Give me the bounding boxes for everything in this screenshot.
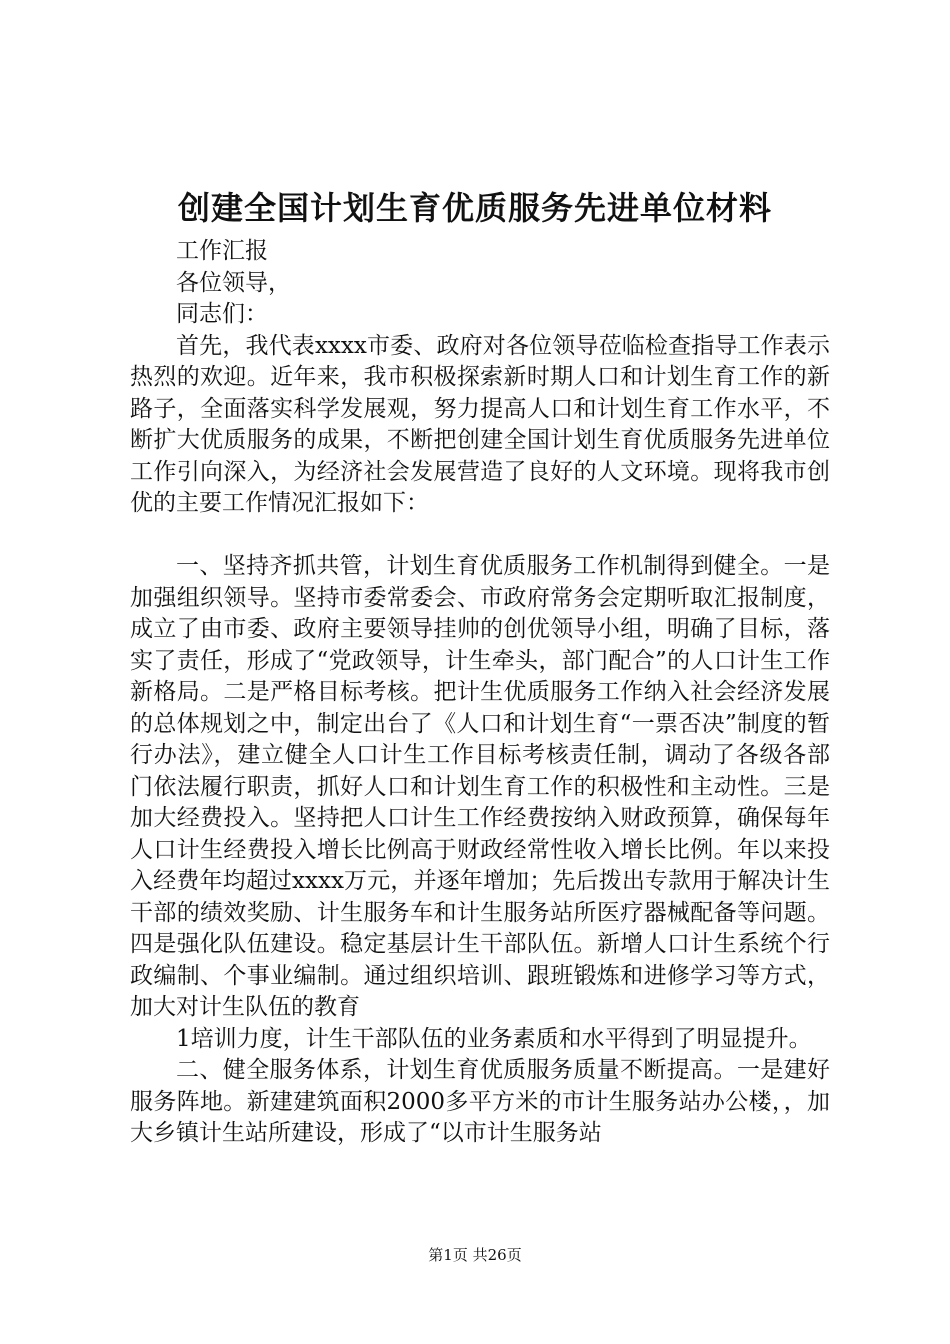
section-one-continuation: 1培训力度，计生干部队伍的业务素质和水平得到了明显提升。: [176, 1025, 812, 1052]
report-label: 工作汇报: [176, 238, 268, 264]
section-one-paragraph: 一、坚持齐抓共管，计划生育优质服务工作机制得到健全。一是加强组织领导。坚持市委常委会、市政府常务会定期听取汇报制度，成立了由市委、政府主要领导挂帅的创优领导小组，明确了目标，落实了责任，形成了“党政领导，计生牵头，部门配合”的人口计生工作新格局。二是严格目标考核。把计生优质服务工作纳入社会经济发展的总体规划之中，制定出台了《人口和计划生育“一票否决”制度的暂行办法》，建立健全人口计生工作目标考核责任制，调动了各级各部门依法履行职责，抓好人口和计划生育工作的积极性和主动性。三是加大经费投入。坚持把人口计生工作经费按纳入财政预算，确保每年人口计生经费投入增长比例高于财政经常性收入增长比例。年以来投入经费年均超过xxxx万元，并逐年增加；先后拨出专款用于解决计生干部的绩效奖励、计生服务车和计生服务站所医疗器械配备等问题。四是强化队伍建设。稳定基层计生干部队伍。新增人口计生系统个行政编制、个事业编制。通过组织培训、跟班锻炼和进修学习等方式，加大对计生队伍的教育: [130, 553, 830, 1020]
salutation-comrades: 同志们：: [176, 301, 268, 327]
salutation-leaders: 各位领导，: [176, 269, 291, 296]
document-title: 创建全国计划生育优质服务先进单位材料: [177, 189, 772, 227]
intro-paragraph: 首先，我代表xxxx市委、政府对各位领导莅临检查指导工作表示热烈的欢迎。近年来，我市积极探索新时期人口和计划生育工作的新路子，全面落实科学发展观，努力提高人口和计划生育工作水平，不断扩大优质服务的成果，不断把创建全国计划生育优质服务先进单位工作引向深入，为经济社会发展营造了良好的人文环境。现将我市创优的主要工作情况汇报如下：: [130, 332, 830, 516]
section-two-paragraph: 二、健全服务体系，计划生育优质服务质量不断提高。一是建好服务阵地。新建建筑面积2000多平方米的市计生服务站办公楼，，加大乡镇计生站所建设，形成了“以市计生服务站: [130, 1057, 830, 1146]
document-body: [130, 236, 830, 1150]
page-number-footer: 第1页 共26页: [428, 1246, 522, 1264]
